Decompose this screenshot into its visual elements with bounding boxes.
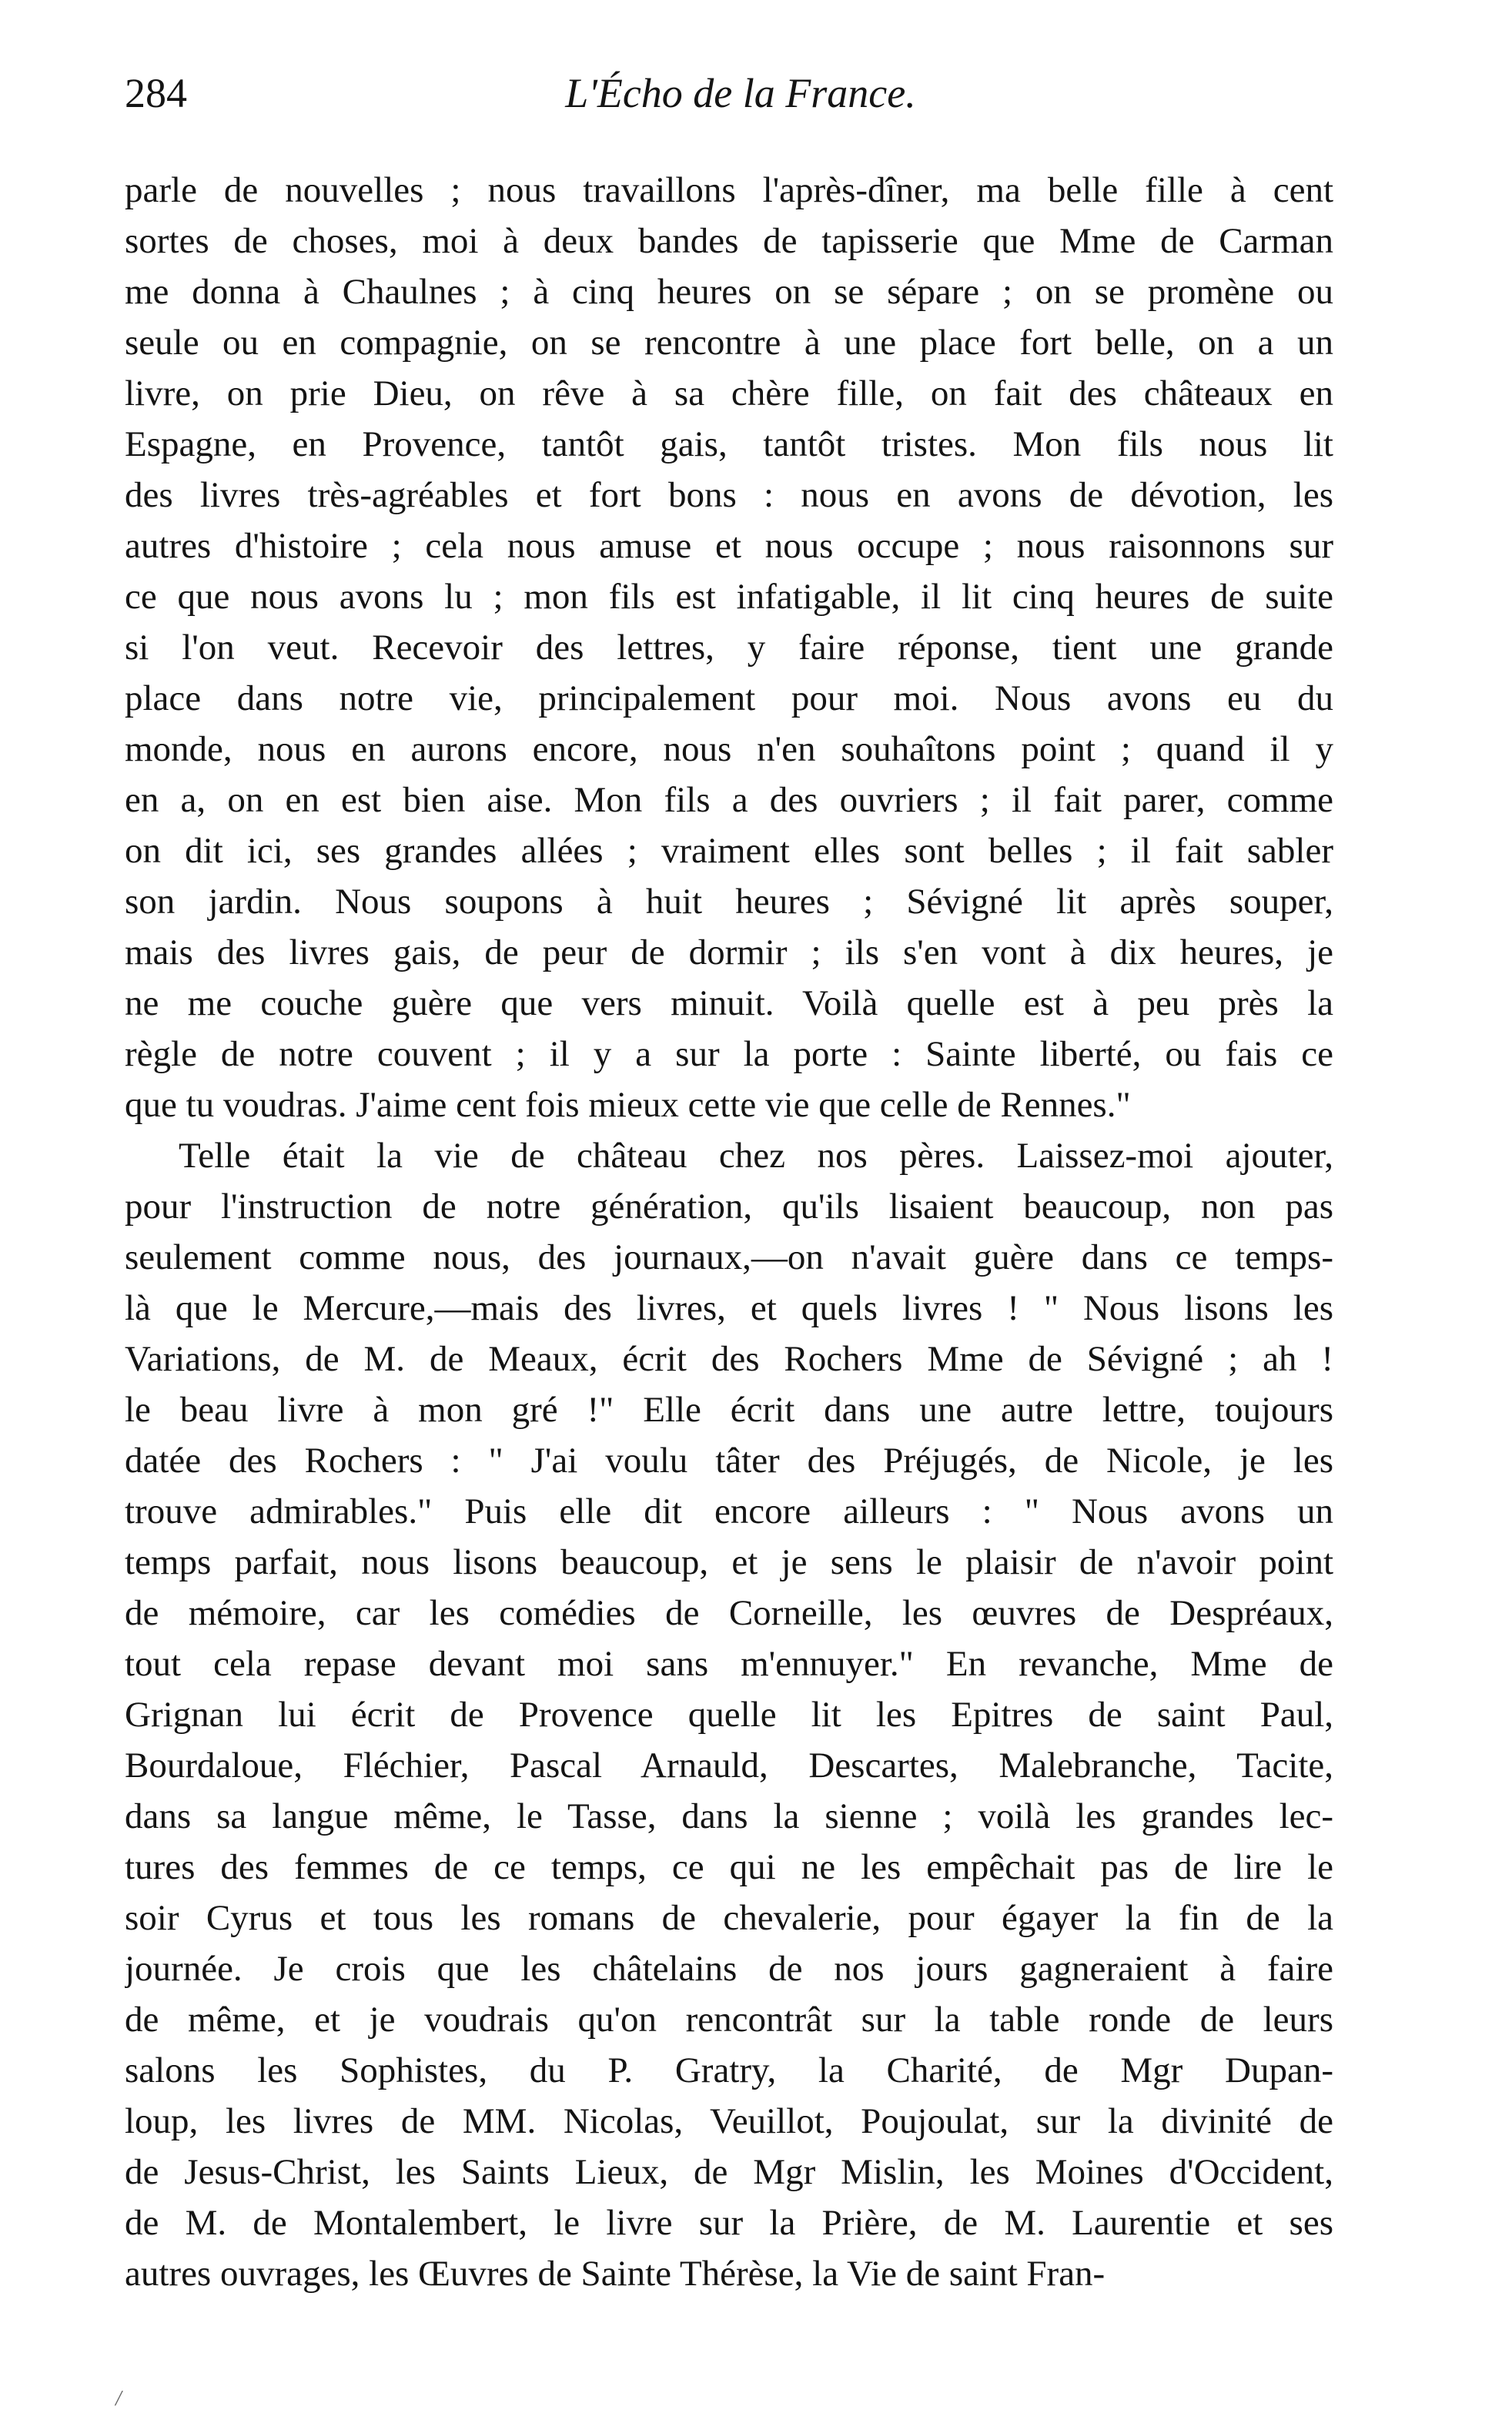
text-line: ne me couche guère que vers minuit. Voilà quelle est à peu près la xyxy=(125,983,1333,1023)
text-line: tures des femmes de ce temps, ce qui ne les empêchait pas de lire le xyxy=(125,1847,1333,1887)
text-line: place dans notre vie, principalement pour moi. Nous avons eu du xyxy=(125,678,1333,718)
text-line: autres d'histoire ; cela nous amuse et nous occupe ; nous raisonnons sur xyxy=(125,526,1333,566)
text-line: me donna à Chaulnes ; à cinq heures on se sépare ; on se promène ou xyxy=(125,272,1333,312)
text-line: Espagne, en Provence, tantôt gais, tantôt tristes. Mon fils nous lit xyxy=(125,424,1333,464)
text-line: soir Cyrus et tous les romans de chevalerie, pour égayer la fin de la xyxy=(125,1898,1333,1938)
text-line: Variations, de M. de Meaux, écrit des Rochers Mme de Sévigné ; ah ! xyxy=(125,1339,1333,1379)
text-line: en a, on en est bien aise. Mon fils a des ouvriers ; il fait parer, comme xyxy=(125,780,1333,820)
text-line: Bourdaloue, Fléchier, Pascal Arnauld, Descartes, Malebranche, Tacite, xyxy=(125,1746,1333,1786)
running-title: L'Écho de la France. xyxy=(565,70,916,116)
text-line: tout cela repase devant moi sans m'ennuyer." En revanche, Mme de xyxy=(125,1644,1333,1684)
page-header xyxy=(125,65,1356,122)
text-line: loup, les livres de MM. Nicolas, Veuillot, Poujoulat, sur la divinité de xyxy=(125,2101,1333,2141)
text-line: on dit ici, ses grandes allées ; vraiment elles sont belles ; il fait sabler xyxy=(125,831,1333,871)
text-line: seulement comme nous, des journaux,—on n'avait guère dans ce temps- xyxy=(125,1237,1333,1277)
text-line: là que le Mercure,—mais des livres, et quels livres ! " Nous lisons les xyxy=(125,1288,1333,1328)
text-line: salons les Sophistes, du P. Gratry, la Charité, de Mgr Dupan- xyxy=(125,2050,1333,2090)
text-line: de Jesus-Christ, les Saints Lieux, de Mgr Mislin, les Moines d'Occident, xyxy=(125,2152,1333,2192)
text-line: pour l'instruction de notre génération, qu'ils lisaient beaucoup, non pas xyxy=(125,1187,1333,1227)
text-line: parle de nouvelles ; nous travaillons l'après-dîner, ma belle fille à cent xyxy=(125,170,1333,210)
text-line: temps parfait, nous lisons beaucoup, et je sens le plaisir de n'avoir point xyxy=(125,1542,1333,1582)
text-line: seule ou en compagnie, on se rencontre à une place fort belle, on a un xyxy=(125,323,1333,363)
text-line: de mémoire, car les comédies de Corneille, les œuvres de Despréaux, xyxy=(125,1593,1333,1633)
text-line: datée des Rochers : " J'ai voulu tâter des Préjugés, de Nicole, je les xyxy=(125,1441,1333,1481)
margin-mark: / xyxy=(115,2387,122,2411)
text-line: mais des livres gais, de peur de dormir ; ils s'en vont à dix heures, je xyxy=(125,932,1333,972)
text-line: livre, on prie Dieu, on rêve à sa chère fille, on fait des châteaux en xyxy=(125,373,1333,413)
text-line: des livres très-agréables et fort bons : nous en avons de dévotion, les xyxy=(125,475,1333,515)
text-line: de M. de Montalembert, le livre sur la Prière, de M. Laurentie et ses xyxy=(125,2203,1333,2243)
text-line: de même, et je voudrais qu'on rencontrât sur la table ronde de leurs xyxy=(125,2000,1333,2040)
text-line: trouve admirables." Puis elle dit encore ailleurs : " Nous avons un xyxy=(125,1491,1333,1531)
text-line: ce que nous avons lu ; mon fils est infatigable, il lit cinq heures de suite xyxy=(125,577,1333,617)
body-text xyxy=(125,165,1333,2299)
page-number: 284 xyxy=(125,70,187,116)
text-line: son jardin. Nous soupons à huit heures ; Sévigné lit après souper, xyxy=(125,882,1333,922)
text-line: sortes de choses, moi à deux bandes de tapisserie que Mme de Carman xyxy=(125,221,1333,261)
text-line: le beau livre à mon gré !" Elle écrit dans une autre lettre, toujours xyxy=(125,1390,1333,1430)
text-line: si l'on veut. Recevoir des lettres, y faire réponse, tient une grande xyxy=(125,628,1333,668)
text-line: dans sa langue même, le Tasse, dans la sienne ; voilà les grandes lec- xyxy=(125,1796,1333,1836)
text-line: Telle était la vie de château chez nos pères. Laissez-moi ajouter, xyxy=(179,1136,1333,1176)
text-line: que tu voudras. J'aime cent fois mieux cette vie que celle de Rennes." xyxy=(125,1085,1131,1125)
text-line: monde, nous en aurons encore, nous n'en souhaîtons point ; quand il y xyxy=(125,729,1333,769)
text-line: règle de notre couvent ; il y a sur la porte : Sainte liberté, ou fais ce xyxy=(125,1034,1333,1074)
text-line: autres ouvrages, les Œuvres de Sainte Thérèse, la Vie de saint Fran- xyxy=(125,2254,1106,2294)
text-line: journée. Je crois que les châtelains de nos jours gagneraient à faire xyxy=(125,1949,1333,1989)
text-line: Grignan lui écrit de Provence quelle lit les Epitres de saint Paul, xyxy=(125,1695,1333,1735)
